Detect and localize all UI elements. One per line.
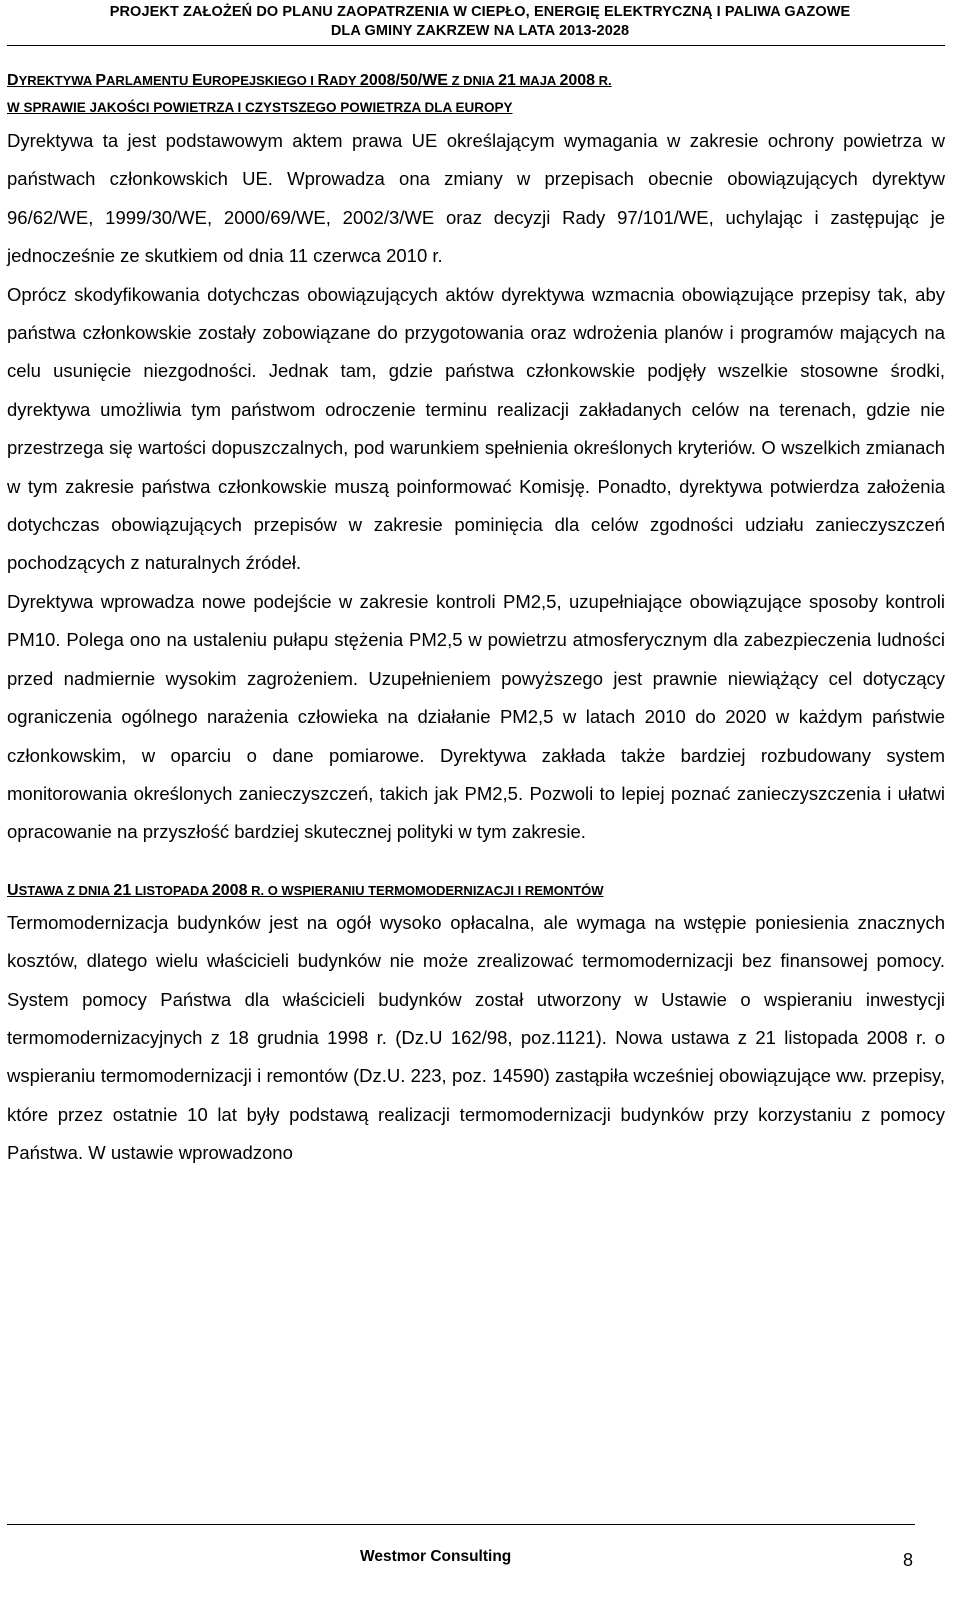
section1-heading: DYREKTYWA PARLAMENTU EUROPEJSKIEGO I RADY 2008/50/WE Z DNIA 21 MAJA 2008 R. (7, 72, 612, 89)
footer-divider (7, 1524, 915, 1525)
document-body (7, 68, 945, 1173)
footer-company: Westmor Consulting (360, 1548, 512, 1565)
header-title-line2: DLA GMINY ZAKRZEW NA LATA 2013-2028 (330, 23, 630, 39)
paragraph: Dyrektywa ta jest podstawowym aktem prawa UE określającym wymagania w zakresie ochrony powietrza w państwach członkowskich UE. Wprowadza ona zmiany w przepisach obecnie obowiązujących dyrektyw 96/62/WE, 1999/30/WE, 2000/69/WE, 2002/3/WE oraz decyzji Rady 97/101/WE, uchylając i zastępując je jednocześnie ze skutkiem od dnia 11 czerwca 2010 r. (7, 130, 945, 267)
paragraph: Termomodernizacja budynków jest na ogół wysoko opłacalna, ale wymaga na wstępie poniesienia znacznych kosztów, dlatego wielu właścicieli budynków nie może zrealizować termomodernizacji bez finansowej pomocy. System pomocy Państwa dla właścicieli budynków został utworzony w Ustawie o wspieraniu inwestycji termomodernizacyjnych z 18 grudnia 1998 r. (Dz.U 162/98, poz.1121). Nowa ustawa z 21 listopada 2008 r. o wspieraniu termomodernizacji i remontów (Dz.U. 223, poz. 14590) zastąpiła wcześniej obowiązujące ww. przepisy, które przez ostatnie 10 lat były podstawą realizacji termomodernizacji budynków przy korzystaniu z pomocy Państwa. W ustawie wprowadzono (7, 911, 945, 1164)
header-divider (7, 45, 945, 46)
paragraph: Oprócz skodyfikowania dotychczas obowiązujących aktów dyrektywa wzmacnia obowiązujące przepisy tak, aby państwa członkowskie zostały zobowiązane do przygotowania oraz wdrożenia planów i programów mających na celu usunięcie niezgodności. Jednak tam, gdzie państwa członkowskie podjęły wszelkie stosowne środki, dyrektywa umożliwia tym państwom odroczenie terminu realizacji zakładanych celów na terenach, gdzie nie przestrzega się wartości dopuszczalnych, pod warunkiem spełnienia określonych kryteriów. O wszelkich zmianach w tym zakresie państwa członkowskie muszą poinformować Komisję. Ponadto, dyrektywa potwierdza założenia dotychczas obowiązujących przepisów w zakresie pominięcia dla celów zgodności udziału zanieczyszczeń pochodzących z naturalnych źródeł. (7, 283, 945, 574)
page-number: 8 (903, 1550, 914, 1570)
section1-subheading: W SPRAWIE JAKOŚCI POWIETRZA I CZYSTSZEGO POWIETRZA DLA EUROPY (7, 100, 513, 115)
section2-heading: USTAWA Z DNIA 21 LISTOPADA 2008 R. O WSPIERANIU TERMOMODERNIZACJI I REMONTÓW (7, 881, 604, 899)
header-title-line1: PROJEKT ZAŁOŻEŃ DO PLANU ZAOPATRZENIA W CIEPŁO, ENERGIĘ ELEKTRYCZNĄ I PALIWA GAZOWE (109, 4, 851, 20)
paragraph: Dyrektywa wprowadza nowe podejście w zakresie kontroli PM2,5, uzupełniające obowiązujące sposoby kontroli PM10. Polega ono na ustaleniu pułapu stężenia PM2,5 w powietrzu atmosferycznym dla zabezpieczenia ludności przed nadmiernie wysokim zagrożeniem. Uzupełnieniem powyższego jest prawnie niewiążący cel dotyczący ograniczenia ogólnego narażenia człowieka na działanie PM2,5 w latach 2010 do 2020 w każdym państwie członkowskim, w oparciu o dane pomiarowe. Dyrektywa zakłada także bardziej rozbudowany system monitorowania określonych zanieczyszczeń, takich jak PM2,5. Pozwoli to lepiej poznać zanieczyszczenia i ułatwi opracowanie na przyszłość bardziej skutecznej polityki w tym zakresie. (7, 590, 945, 843)
